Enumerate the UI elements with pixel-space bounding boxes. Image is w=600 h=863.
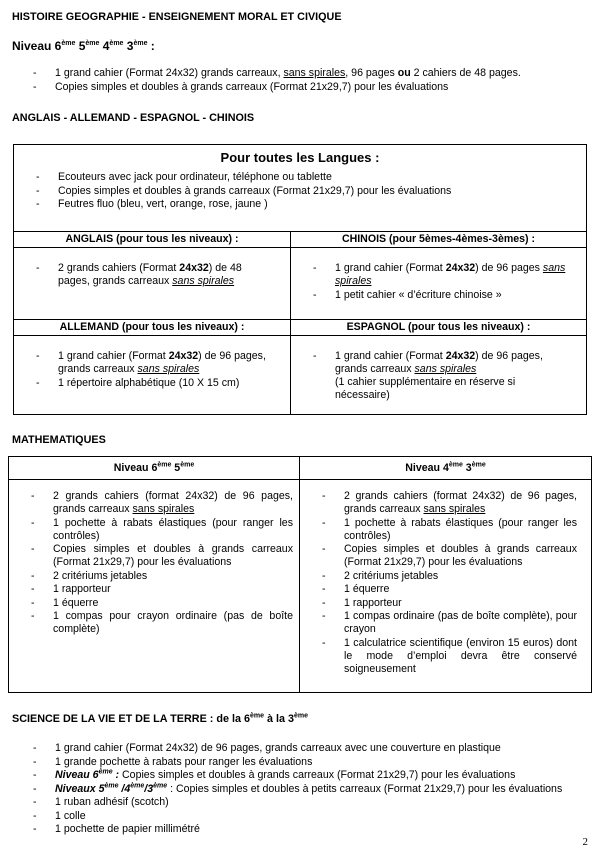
svt-title: SCIENCE DE LA VIE ET DE LA TERRE : de la 6ème à la 3ème <box>12 712 309 725</box>
maths-left-head: Niveau 6ème 5ème <box>113 461 195 474</box>
list-item: - 1 compas ordinaire (pas de boîte complète), pour crayon <box>322 610 577 636</box>
list-item: - 1 grand cahier (Format 24x32) de 96 pages, grands carreaux avec une couverture en plastique <box>33 742 595 755</box>
list-item: - 2 grands cahiers (Format 24x32) de 48 pages, grands carreaux sans spirales <box>36 262 260 288</box>
list-item: - Niveau 6ème : Copies simples et doubles à grands carreaux (Format 21x29,7) pour les évaluations <box>33 769 595 782</box>
list-item: - 1 rapporteur <box>322 597 577 610</box>
list-item: - Copies simples et doubles à grands carreaux (Format 21x29,7) pour les évaluations <box>31 543 293 569</box>
list-item: - Feutres fluo (bleu, vert, orange, rose, jaune ) <box>36 198 586 211</box>
maths-table <box>8 456 592 693</box>
list-item: - 1 pochette de papier millimétré <box>33 823 595 836</box>
list-item: - 1 rapporteur <box>31 583 293 596</box>
list-item: - 2 critériums jetables <box>31 570 293 583</box>
list-item: - Copies simples et doubles à grands carreaux (Format 21x29,7) pour les évaluations <box>33 81 593 94</box>
espagnol-list <box>313 350 566 402</box>
all-langues-title: Pour toutes les Langues : <box>220 150 380 165</box>
list-item: - 1 calculatrice scientifique (environ 15 euros) dont le mode d’emploi devra être conservé soigneusement <box>322 637 577 676</box>
allemand-list <box>36 350 280 390</box>
maths-right-head: Niveau 4ème 3ème <box>405 461 486 474</box>
all-langues-list <box>36 171 586 211</box>
hist-list <box>33 67 593 94</box>
maths-left-list <box>31 490 293 636</box>
list-item: - 1 grande pochette à rabats pour ranger les évaluations <box>33 756 595 769</box>
list-item: - 2 grands cahiers (format 24x32) de 96 pages, grands carreaux sans spirales <box>322 490 577 516</box>
anglais-list <box>36 262 260 288</box>
chinois-list <box>313 262 572 302</box>
list-item: - 2 critériums jetables <box>322 570 577 583</box>
page-number: 2 <box>582 836 588 848</box>
maths-right-list <box>322 490 577 676</box>
chinois-head: CHINOIS (pour 5èmes-4èmes-3èmes) : <box>341 233 536 245</box>
espagnol-head: ESPAGNOL (pour tous les niveaux) : <box>346 321 531 333</box>
maths-title: MATHEMATIQUES <box>12 434 106 446</box>
list-item: - Ecouteurs avec jack pour ordinateur, téléphone ou tablette <box>36 171 586 184</box>
list-item: - Niveaux 5ème /4ème/3ème : Copies simples et doubles à petits carreaux (Format 21x29,7) pour les évaluations <box>33 783 595 796</box>
list-item: - 1 ruban adhésif (scotch) <box>33 796 595 809</box>
list-item: - Copies simples et doubles à grands carreaux (Format 21x29,7) pour les évaluations <box>36 185 586 198</box>
svt-list <box>33 742 595 837</box>
hist-title: HISTOIRE GEOGRAPHIE - ENSEIGNEMENT MORAL ET CIVIQUE <box>12 11 342 23</box>
list-item: - 1 grand cahier (Format 24x32) de 96 pages sans spirales <box>313 262 572 288</box>
hist-niveau: Niveau 6ème 5ème 4ème 3ème : <box>12 39 155 53</box>
list-item: - 1 grand cahier (Format 24x32) grands carreaux, sans spirales, 96 pages ou 2 cahiers de 48 pages. <box>33 67 593 80</box>
list-item: - 1 répertoire alphabétique (10 X 15 cm) <box>36 377 280 390</box>
langues-title: ANGLAIS - ALLEMAND - ESPAGNOL - CHINOIS <box>12 112 255 124</box>
list-item: - 1 petit cahier « d’écriture chinoise » <box>313 289 572 302</box>
list-item: - Copies simples et doubles à grands carreaux (Format 21x29,7) pour les évaluations <box>322 543 577 569</box>
list-item: - 2 grands cahiers (format 24x32) de 96 pages, grands carreaux sans spirales <box>31 490 293 516</box>
list-item: - 1 compas pour crayon ordinaire (pas de boîte complète) <box>31 610 293 636</box>
list-item: - 1 grand cahier (Format 24x32) de 96 pages, grands carreaux sans spirales <box>36 350 280 376</box>
list-item: - 1 grand cahier (Format 24x32) de 96 pages, grands carreaux sans spirales (1 cahier supplémentaire en réserve si nécessaire) <box>313 350 566 402</box>
langues-table <box>13 144 587 415</box>
list-item: - 1 équerre <box>31 597 293 610</box>
anglais-head: ANGLAIS (pour tous les niveaux) : <box>65 233 239 245</box>
list-item: - 1 pochette à rabats élastiques (pour ranger les contrôles) <box>322 517 577 543</box>
list-item: - 1 équerre <box>322 583 577 596</box>
allemand-head: ALLEMAND (pour tous les niveaux) : <box>59 321 245 333</box>
list-item: - 1 colle <box>33 810 595 823</box>
list-item: - 1 pochette à rabats élastiques (pour ranger les contrôles) <box>31 517 293 543</box>
